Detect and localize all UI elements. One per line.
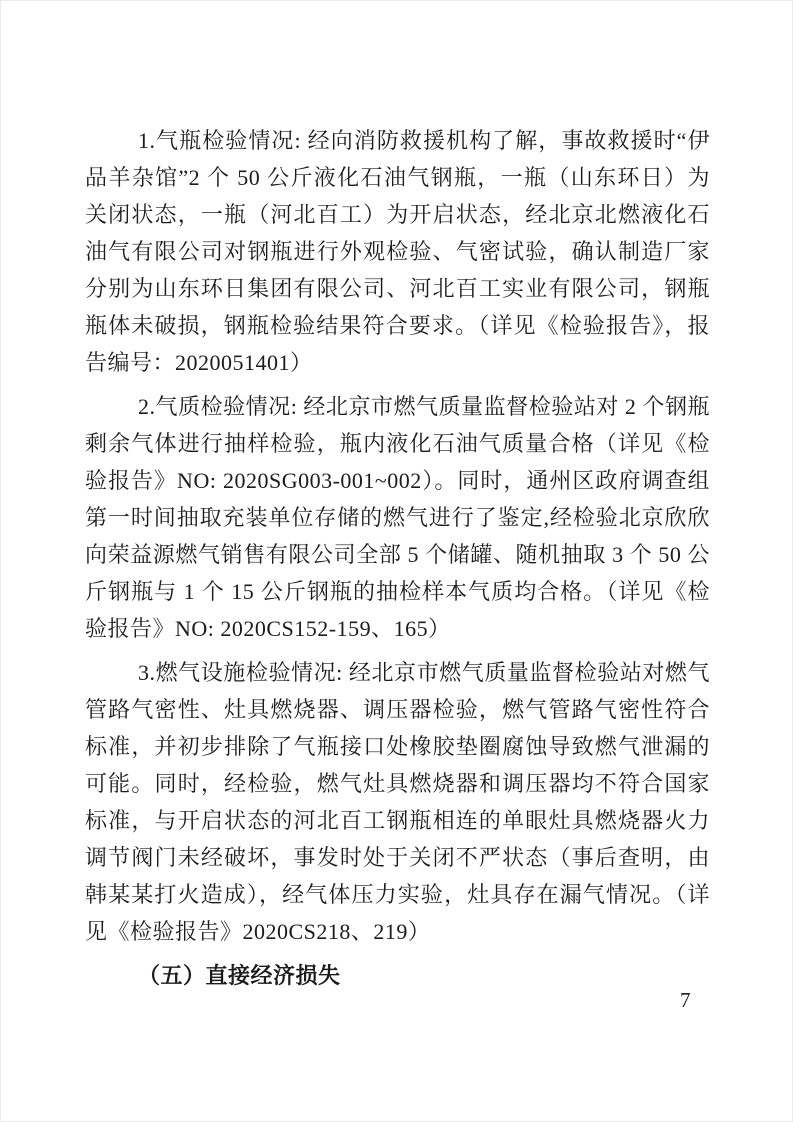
document-body xyxy=(85,122,710,1001)
section-heading-direct-economic-loss: （五）直接经济损失 xyxy=(138,963,341,988)
page-number: 7 xyxy=(680,988,691,1012)
paragraph-gas-quality-inspection: 2.气质检验情况: 经北京市燃气质量监督检验站对 2 个钢瓶剩余气体进行抽样检验，瓶内液化石油气质量合格（详见《检验报告》NO: 2020SG003-001~002）。同时，通州区政府调查组第一时间抽取充装单位存储的燃气进行了鉴定,经检验北京欣欣向荣益源燃气销售有限公司全部 5 个储罐、随机抽取 3 个 50 公斤钢瓶与 1 个 15 公斤钢瓶的抽检样本气质均合格。（详见《检验报告》NO: 2020CS152-159、165） xyxy=(85,394,710,641)
paragraph-cylinder-inspection: 1.气瓶检验情况: 经向消防救援机构了解，事故救援时“伊品羊杂馆”2 个 50 公斤液化石油气钢瓶，一瓶（山东环日）为关闭状态，一瓶（河北百工）为开启状态，经北京北燃液化石油气有限公司对钢瓶进行外观检验、气密试验，确认制造厂家分别为山东环日集团有限公司、河北百工实业有限公司，钢瓶瓶体未破损，钢瓶检验结果符合要求。（详见《检验报告》，报告编号：2020051401） xyxy=(85,128,710,375)
paragraph-gas-facility-inspection: 3.燃气设施检验情况: 经北京市燃气质量监督检验站对燃气管路气密性、灶具燃烧器、调压器检验，燃气管路气密性符合标准，并初步排除了气瓶接口处橡胶垫圈腐蚀导致燃气泄漏的可能。同时，经检验，燃气灶具燃烧器和调压器均不符合国家标准，与开启状态的河北百工钢瓶相连的单眼灶具燃烧器火力调节阀门未经破坏，事发时处于关闭不严状态（事后查明，由韩某某打火造成），经气体压力实验，灶具存在漏气情况。（详见《检验报告》2020CS218、219） xyxy=(85,660,710,944)
